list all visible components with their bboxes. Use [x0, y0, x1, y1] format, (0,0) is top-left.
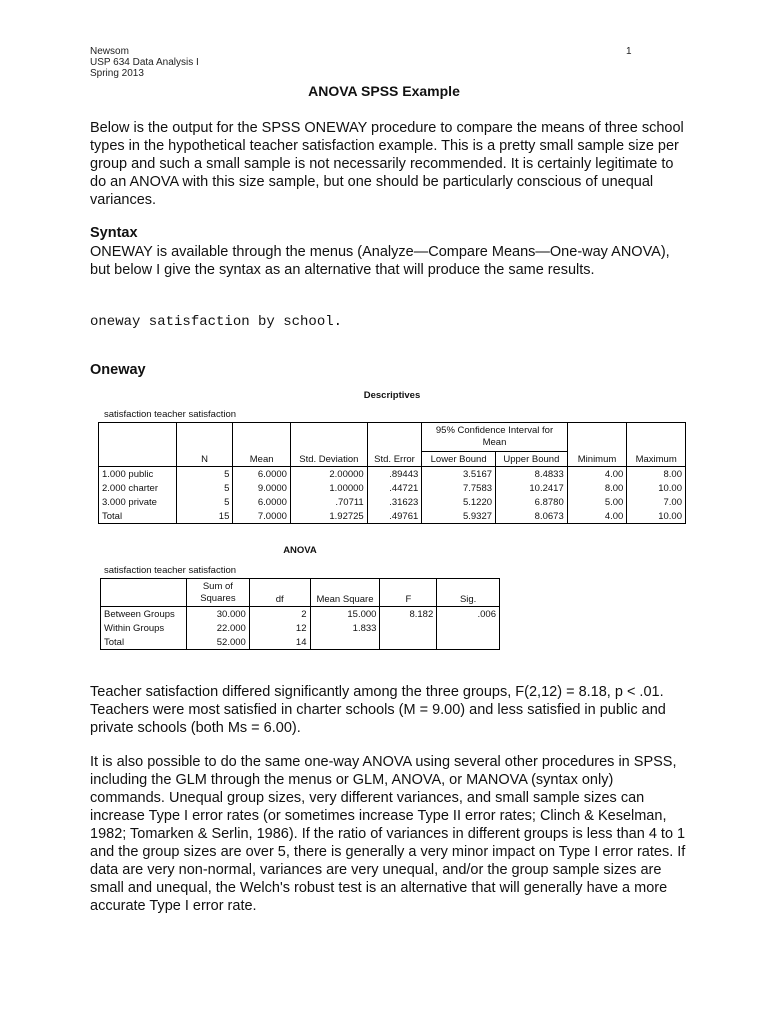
- column-header: Sum of Squares: [186, 579, 249, 607]
- descriptives-caption: Descriptives: [363, 390, 421, 401]
- row-label: 2.000 charter: [99, 481, 177, 495]
- cell: 6.0000: [233, 467, 291, 482]
- cell: 7.7583: [422, 481, 496, 495]
- cell: 3.5167: [422, 467, 496, 482]
- table-row: [99, 481, 686, 495]
- syntax-heading: Syntax: [90, 225, 138, 241]
- cell: 5.00: [567, 495, 627, 509]
- cell: [380, 635, 437, 650]
- descriptives-variable-label: satisfaction teacher satisfaction: [104, 409, 237, 420]
- cell: 15.000: [310, 607, 380, 622]
- ci-header: 95% Confidence Interval for Mean: [422, 423, 567, 452]
- row-label: Between Groups: [101, 607, 187, 622]
- cell: 9.0000: [233, 481, 291, 495]
- descriptives-table: [98, 422, 686, 524]
- cell: 8.182: [380, 607, 437, 622]
- row-label: Total: [99, 509, 177, 524]
- cell: .31623: [367, 495, 422, 509]
- row-label: Within Groups: [101, 621, 187, 635]
- anova-corner-cell: [101, 579, 187, 607]
- anova-caption: ANOVA: [283, 545, 317, 556]
- table-row: [101, 621, 500, 635]
- cell: [437, 621, 500, 635]
- intro-paragraph: Below is the output for the SPSS ONEWAY procedure to compare the means of three school types in the hypothetical teacher satisfaction example. This is a pretty small sample size per group and such a small sample is not necessarily recommended. It is certainly legitimate to do an ANOVA with this size sample, but one should be particularly conscious of unequal variances.: [90, 120, 684, 208]
- column-header: Upper Bound: [496, 452, 568, 467]
- cell: 1.833: [310, 621, 380, 635]
- row-label: 1.000 public: [99, 467, 177, 482]
- oneway-heading: Oneway: [90, 362, 146, 378]
- cell: 1.92725: [290, 509, 367, 524]
- cell: 5.1220: [422, 495, 496, 509]
- column-header: Std. Deviation: [290, 423, 367, 467]
- cell: .70711: [290, 495, 367, 509]
- cell: 10.00: [627, 509, 686, 524]
- cell: 10.00: [627, 481, 686, 495]
- cell: 4.00: [567, 509, 627, 524]
- table-row: [101, 635, 500, 650]
- header-term: Spring 2013: [90, 68, 144, 79]
- column-header: Std. Error: [367, 423, 422, 467]
- cell: 6.0000: [233, 495, 291, 509]
- cell: [380, 621, 437, 635]
- cell: 8.00: [627, 467, 686, 482]
- row-label: 3.000 private: [99, 495, 177, 509]
- cell: 2.00000: [290, 467, 367, 482]
- header-author: Newsom: [90, 46, 129, 57]
- table-row: [99, 467, 686, 482]
- descriptives-corner-cell: [99, 423, 177, 467]
- page-number: 1: [626, 46, 632, 57]
- results-paragraph: Teacher satisfaction differed significantly among the three groups, F(2,12) = 8.18, p < .01. Teachers were most satisfied in charter schools (M = 9.00) and less satisfied in public and private schools (both Ms = 6.00).: [90, 684, 666, 736]
- column-header: Sig.: [437, 579, 500, 607]
- anova-table: [100, 578, 500, 650]
- row-label: Total: [101, 635, 187, 650]
- table-row: [99, 509, 686, 524]
- page-title: ANOVA SPSS Example: [308, 83, 460, 99]
- cell: .89443: [367, 467, 422, 482]
- cell: 6.8780: [496, 495, 568, 509]
- cell: [310, 635, 380, 650]
- cell: 30.000: [186, 607, 249, 622]
- cell: 5: [176, 495, 233, 509]
- column-header: df: [249, 579, 310, 607]
- cell: 1.00000: [290, 481, 367, 495]
- syntax-code: oneway satisfaction by school.: [90, 314, 343, 330]
- cell: 52.000: [186, 635, 249, 650]
- column-header: Mean Square: [310, 579, 380, 607]
- cell: 14: [249, 635, 310, 650]
- cell: 5: [176, 481, 233, 495]
- cell: 22.000: [186, 621, 249, 635]
- column-header: Lower Bound: [422, 452, 496, 467]
- cell: 2: [249, 607, 310, 622]
- cell: 4.00: [567, 467, 627, 482]
- cell: .006: [437, 607, 500, 622]
- cell: 5: [176, 467, 233, 482]
- column-header: Minimum: [567, 423, 627, 467]
- syntax-paragraph: ONEWAY is available through the menus (Analyze—Compare Means—One-way ANOVA), but below I give the syntax as an alternative that will produce the same results.: [90, 244, 670, 278]
- cell: .44721: [367, 481, 422, 495]
- cell: 8.4833: [496, 467, 568, 482]
- anova-variable-label: satisfaction teacher satisfaction: [104, 565, 237, 576]
- cell: 12: [249, 621, 310, 635]
- column-header: F: [380, 579, 437, 607]
- cell: 8.0673: [496, 509, 568, 524]
- table-row: [101, 607, 500, 622]
- header-course: USP 634 Data Analysis I: [90, 57, 199, 68]
- column-header: Mean: [233, 423, 291, 467]
- cell: .49761: [367, 509, 422, 524]
- closing-paragraph: It is also possible to do the same one-way ANOVA using several other procedures in SPSS, including the GLM through the menus or GLM, ANOVA, or MANOVA (syntax only) commands. Unequal group sizes, very different variances, and small sample sizes can increase Type I error rates (or sometimes increase Type II error rates; Clinch & Keselman, 1982; Tomarken & Serlin, 1986). If the ratio of variances in different groups is less than 4 to 1 and the group sizes are over 5, there is generally a very minor impact on Type I error rates. If data are very non-normal, variances are very unequal, and/or the group sample sizes are small and unequal, the Welch's robust test is an alternative that will generally have a more accurate Type I error rate.: [90, 754, 686, 914]
- table-row: [99, 495, 686, 509]
- cell: 8.00: [567, 481, 627, 495]
- cell: 15: [176, 509, 233, 524]
- cell: 5.9327: [422, 509, 496, 524]
- column-header: Maximum: [627, 423, 686, 467]
- cell: 10.2417: [496, 481, 568, 495]
- cell: 7.00: [627, 495, 686, 509]
- column-header: N: [176, 423, 233, 467]
- cell: 7.0000: [233, 509, 291, 524]
- cell: [437, 635, 500, 650]
